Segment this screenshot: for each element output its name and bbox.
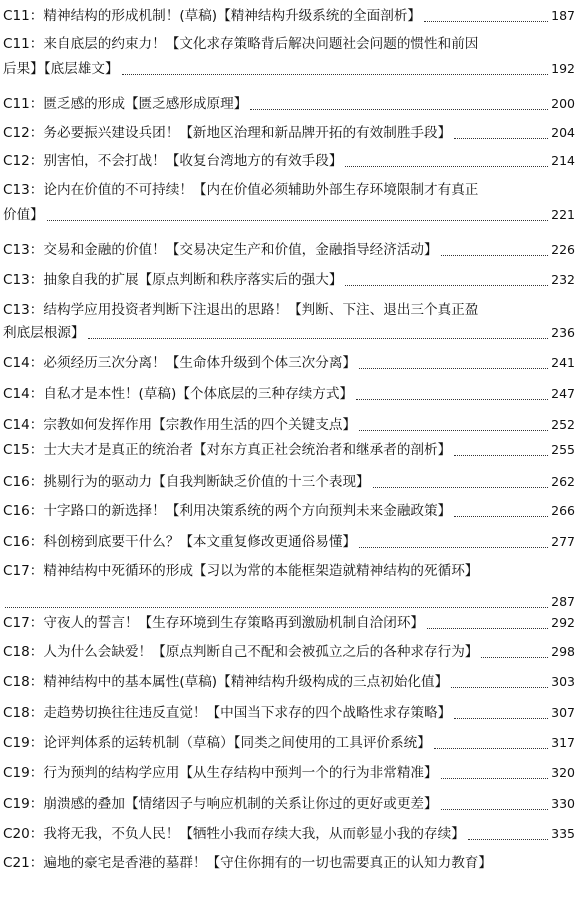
dot-leader <box>441 243 549 256</box>
dot-leader <box>454 126 548 139</box>
toc-entry-title: C11：匮乏感的形成【匮乏感形成原理】 <box>3 96 248 112</box>
toc-page-number: 307 <box>551 705 575 720</box>
toc-page-number: 298 <box>551 644 575 659</box>
toc-entry-title: C21：遍地的豪宅是香港的墓群！【守住你拥有的一切也需要真正的认知力教育】 <box>3 855 492 871</box>
toc-page-number: 292 <box>551 615 575 630</box>
toc-entry-title: C16：十字路口的新选择！【利用决策系统的两个方向预判未来金融政策】 <box>3 503 452 519</box>
dot-leader <box>359 535 548 548</box>
dot-leader <box>434 736 548 749</box>
toc-entry-title: C13：结构学应用投资者判断下注退出的思路！【判断、下注、退出三个真正盈 <box>3 302 479 318</box>
toc-entry-title: C16：科创榜到底要干什么？【本文重复修改更通俗易懂】 <box>3 534 357 550</box>
toc-entry-title: C15：士大夫才是真正的统治者【对东方真正社会统治者和继承者的剖析】 <box>3 442 452 458</box>
dot-leader <box>250 97 548 110</box>
dot-leader <box>441 766 549 779</box>
toc-page-number: 214 <box>551 153 575 168</box>
toc-entry-title: C18：精神结构中的基本属性(草稿)【精神结构升级构成的三点初始化值】 <box>3 674 449 690</box>
dot-leader <box>88 326 549 339</box>
toc-entry-title: C19：行为预判的结构学应用【从生存结构中预判一个的行为非常精准】 <box>3 765 438 781</box>
toc-entry-title: C20：我将无我，不负人民！【牺牲小我而存续大我，从而彰显小我的存续】 <box>3 826 465 842</box>
dot-leader <box>441 797 549 810</box>
toc-entry-title: C11：来自底层的约束力！【文化求存策略背后解决问题社会问题的惯性和前因 <box>3 36 479 52</box>
dot-leader <box>359 418 548 431</box>
toc-entry-title: C12：务必要振兴建设兵团！【新地区治理和新品牌开拓的有效制胜手段】 <box>3 125 452 141</box>
dot-leader <box>427 616 548 629</box>
toc-entry-title: C17：守夜人的誓言！【生存环境到生存策略再到激励机制自洽闭环】 <box>3 615 425 631</box>
toc-entry-title: C14：宗教如何发挥作用【宗教作用生活的四个关键支点】 <box>3 417 357 433</box>
toc-page-number: 320 <box>551 765 575 780</box>
toc-page-number: 247 <box>551 386 575 401</box>
toc-page-number: 262 <box>551 474 575 489</box>
toc-page-number: 335 <box>551 826 575 841</box>
toc-entry-title: 利底层根源】 <box>3 325 85 341</box>
toc-page-number: 303 <box>551 674 575 689</box>
toc-page-number: 252 <box>551 417 575 432</box>
toc-page-number: 330 <box>551 796 575 811</box>
dot-leader <box>359 356 548 369</box>
toc-page-number: 192 <box>551 61 575 76</box>
dot-leader <box>5 595 548 608</box>
dot-leader <box>356 387 548 400</box>
toc-entry-title: C19：论评判体系的运转机制（草稿）【同类之间使用的工具评价系统】 <box>3 735 431 751</box>
toc-entry-title: C19：崩溃感的叠加【情绪因子与响应机制的关系让你过的更好或更差】 <box>3 796 438 812</box>
dot-leader <box>454 443 548 456</box>
toc-entry-title: C14：必须经历三次分离！【生命体升级到个体三次分离】 <box>3 355 357 371</box>
toc-entry-title: C18：人为什么会缺爱！【原点判断自己不配和会被孤立之后的各种求存行为】 <box>3 644 479 660</box>
toc-page-number: 221 <box>551 207 575 222</box>
toc-entry-title: C17：精神结构中死循环的形成【习以为常的本能框架造就精神结构的死循环】 <box>3 563 479 579</box>
toc-page-number: 277 <box>551 534 575 549</box>
toc-entry-title: C16：挑剔行为的驱动力【自我判断缺乏价值的十三个表现】 <box>3 474 370 490</box>
toc-page-number: 200 <box>551 96 575 111</box>
toc-entry-title: C12：别害怕，不会打战！【收复台湾地方的有效手段】 <box>3 153 343 169</box>
toc-page-number: 317 <box>551 735 575 750</box>
dot-leader <box>122 62 549 75</box>
toc-page-number: 226 <box>551 242 575 257</box>
toc-page-number: 187 <box>551 8 575 23</box>
dot-leader <box>345 154 548 167</box>
dot-leader <box>468 827 548 840</box>
toc-entry-title: 后果】【底层雄文】 <box>3 61 119 77</box>
toc-page-number: 287 <box>551 594 575 609</box>
toc-entry-title: C14：自私才是本性！(草稿)【个体底层的三种存续方式】 <box>3 386 354 402</box>
toc-entry-title: C18：走趋势切换往往违反直觉！【中国当下求存的四个战略性求存策略】 <box>3 705 452 721</box>
toc-entry-title: C13：交易和金融的价值！【交易决定生产和价值，金融指导经济活动】 <box>3 242 438 258</box>
dot-leader <box>481 645 548 658</box>
toc-page-number: 236 <box>551 325 575 340</box>
dot-leader <box>451 675 548 688</box>
dot-leader <box>47 208 548 221</box>
toc-entry-title: C13：论内在价值的不可持续！【内在价值必须辅助外部生存环境限制才有真正 <box>3 182 479 198</box>
dot-leader <box>373 475 549 488</box>
toc-page-number: 204 <box>551 125 575 140</box>
dot-leader <box>454 504 548 517</box>
dot-leader <box>345 273 548 286</box>
toc-page-number: 241 <box>551 355 575 370</box>
toc-entry-title: C11：精神结构的形成机制！(草稿)【精神结构升级系统的全面剖析】 <box>3 8 422 24</box>
dot-leader <box>424 9 548 22</box>
toc-entry-title: C13：抽象自我的扩展【原点判断和秩序落实后的强大】 <box>3 272 343 288</box>
toc-entry-title: 价值】 <box>3 207 44 223</box>
dot-leader <box>454 706 548 719</box>
toc-page-number: 266 <box>551 503 575 518</box>
toc-page-number: 255 <box>551 442 575 457</box>
toc-page-number: 232 <box>551 272 575 287</box>
